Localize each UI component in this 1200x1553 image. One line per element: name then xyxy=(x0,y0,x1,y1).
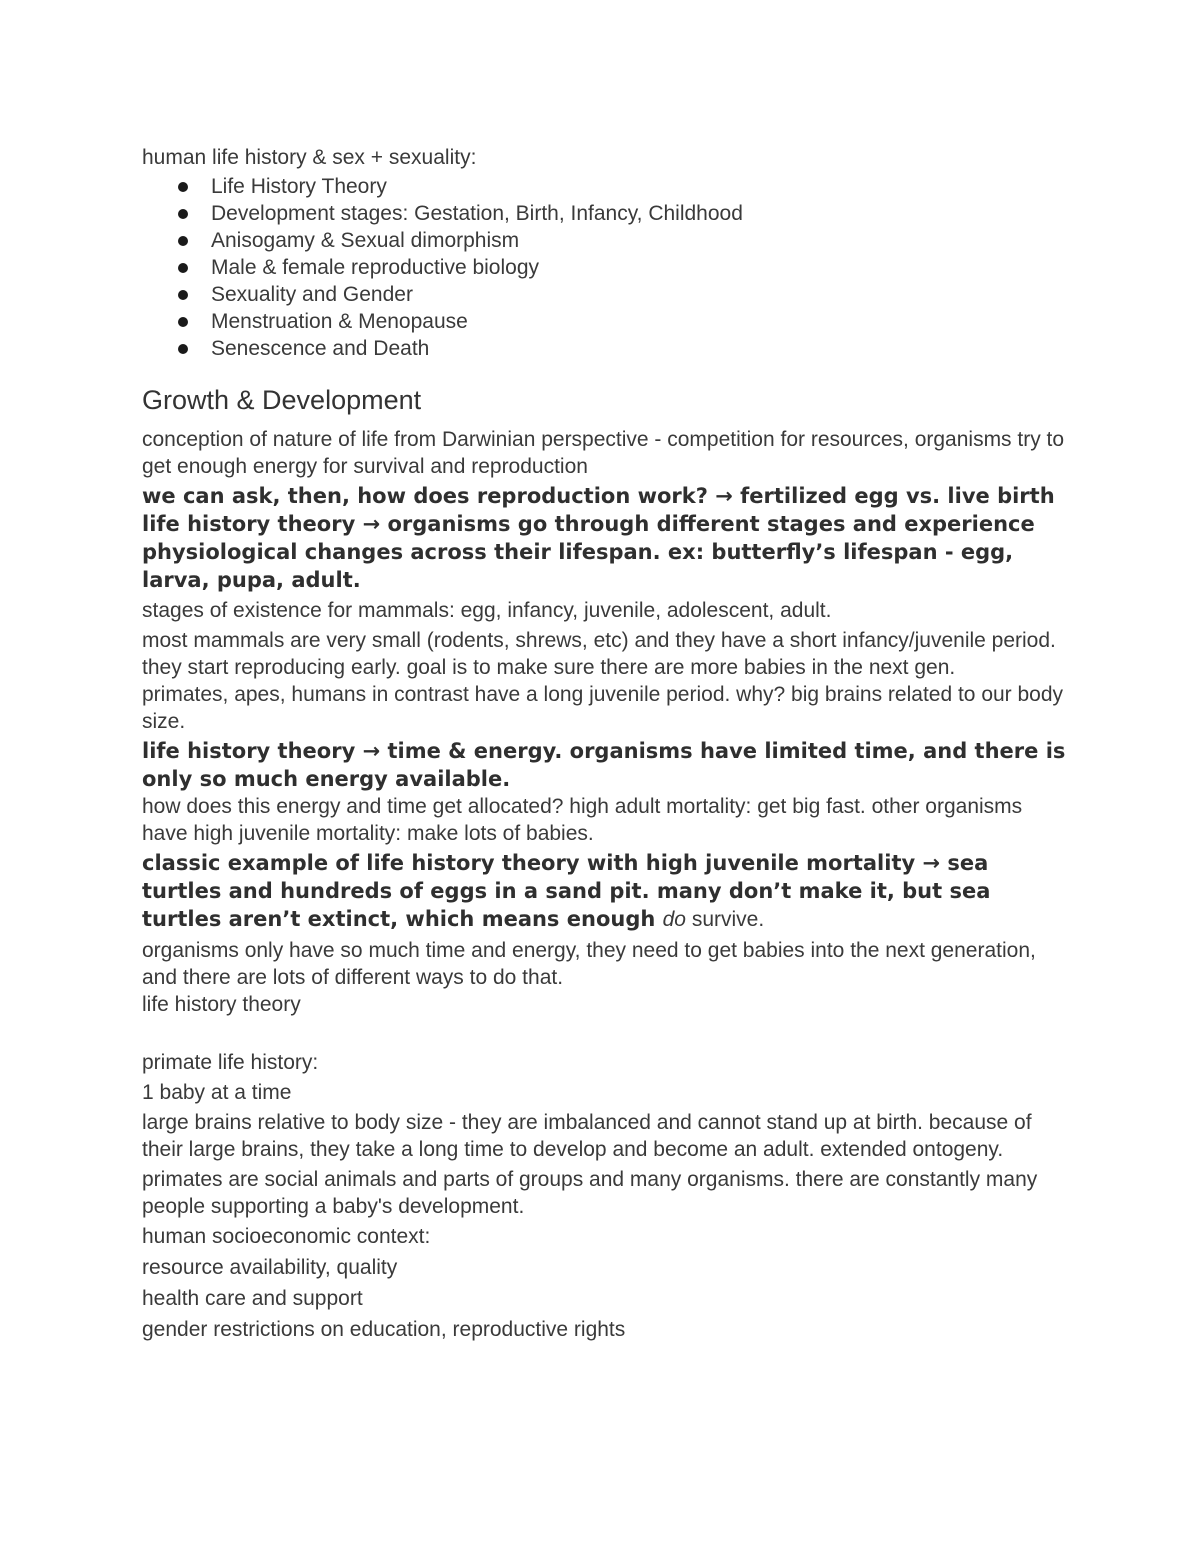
bold-note-tail: survive. xyxy=(685,908,765,931)
bold-note: life history theory → time & energy. organisms have limited time, and there is only so much energy available. xyxy=(142,739,1066,791)
paragraph: primates, apes, humans in contrast have a long juvenile period. why? big brains related to our body size. xyxy=(142,683,1064,733)
section-heading: Growth & Development xyxy=(142,385,422,415)
emphasis-word: do xyxy=(662,908,686,931)
paragraph: conception of nature of life from Darwinian perspective - competition for resources, organisms try to get enough energy for survival and reproduction xyxy=(142,428,1065,478)
paragraph: how does this energy and time get allocated? high adult mortality: get big fast. other organisms have high juvenile mortality: make lots of babies. xyxy=(142,795,1023,845)
blank-line xyxy=(142,1018,1072,1045)
topic-item xyxy=(142,227,1072,254)
topic-label: Life History Theory xyxy=(211,175,387,198)
intro-line: human life history & sex + sexuality: xyxy=(142,146,477,169)
paragraph: organisms only have so much time and energy, they need to get babies into the next generation, and there are lots of different ways to do that. xyxy=(142,939,1036,989)
bold-note: life history theory → organisms go through different stages and experience physiological changes across their lifespan. ex: butterfly’s lifespan - egg, larva, pupa, adult. xyxy=(142,512,1035,592)
bullet-icon xyxy=(178,317,188,327)
bullet-icon xyxy=(178,182,188,192)
topic-item xyxy=(142,200,1072,227)
bullet-icon xyxy=(178,263,188,273)
topic-label: Menstruation & Menopause xyxy=(211,310,468,333)
bold-note xyxy=(142,849,1072,934)
topic-label: Sexuality and Gender xyxy=(211,283,413,306)
topic-item xyxy=(142,308,1072,335)
topic-label: Development stages: Gestation, Birth, Infancy, Childhood xyxy=(211,202,743,225)
paragraph: stages of existence for mammals: egg, infancy, juvenile, adolescent, adult. xyxy=(142,599,832,622)
paragraph: resource availability, quality xyxy=(142,1256,398,1279)
bullet-icon xyxy=(178,344,188,354)
paragraph: primates are social animals and parts of groups and many organisms. there are constantly many people supporting a baby's development. xyxy=(142,1168,1038,1218)
paragraph: most mammals are very small (rodents, shrews, etc) and they have a short infancy/juvenile period. they start reproducing early. goal is to make sure there are more babies in the next gen. xyxy=(142,629,1056,679)
topic-item xyxy=(142,254,1072,281)
topic-list xyxy=(142,173,1072,362)
bold-note: we can ask, then, how does reproduction work? → fertilized egg vs. live birth xyxy=(142,484,1055,508)
paragraph: large brains relative to body size - they are imbalanced and cannot stand up at birth. because of their large brains, they take a long time to develop and become an adult. extended ontogeny. xyxy=(142,1111,1032,1161)
bullet-icon xyxy=(178,209,188,219)
paragraph: primate life history: xyxy=(142,1051,319,1074)
topic-item xyxy=(142,335,1072,362)
paragraph: life history theory xyxy=(142,993,301,1016)
bold-note-main: classic example of life history theory with high juvenile mortality → sea turtles and hundreds of eggs in a sand pit. many don’t make it, but sea turtles aren’t extinct, which means enough xyxy=(142,851,991,931)
topic-label: Anisogamy & Sexual dimorphism xyxy=(211,229,520,252)
topic-label: Male & female reproductive biology xyxy=(211,256,540,279)
bullet-icon xyxy=(178,290,188,300)
document-body xyxy=(142,144,1072,1343)
paragraph: gender restrictions on education, reproductive rights xyxy=(142,1318,626,1341)
paragraph: health care and support xyxy=(142,1287,363,1310)
topic-label: Senescence and Death xyxy=(211,337,430,360)
topic-item xyxy=(142,281,1072,308)
topic-item xyxy=(142,173,1072,200)
paragraph: 1 baby at a time xyxy=(142,1081,292,1104)
bullet-icon xyxy=(178,236,188,246)
paragraph: human socioeconomic context: xyxy=(142,1225,431,1248)
